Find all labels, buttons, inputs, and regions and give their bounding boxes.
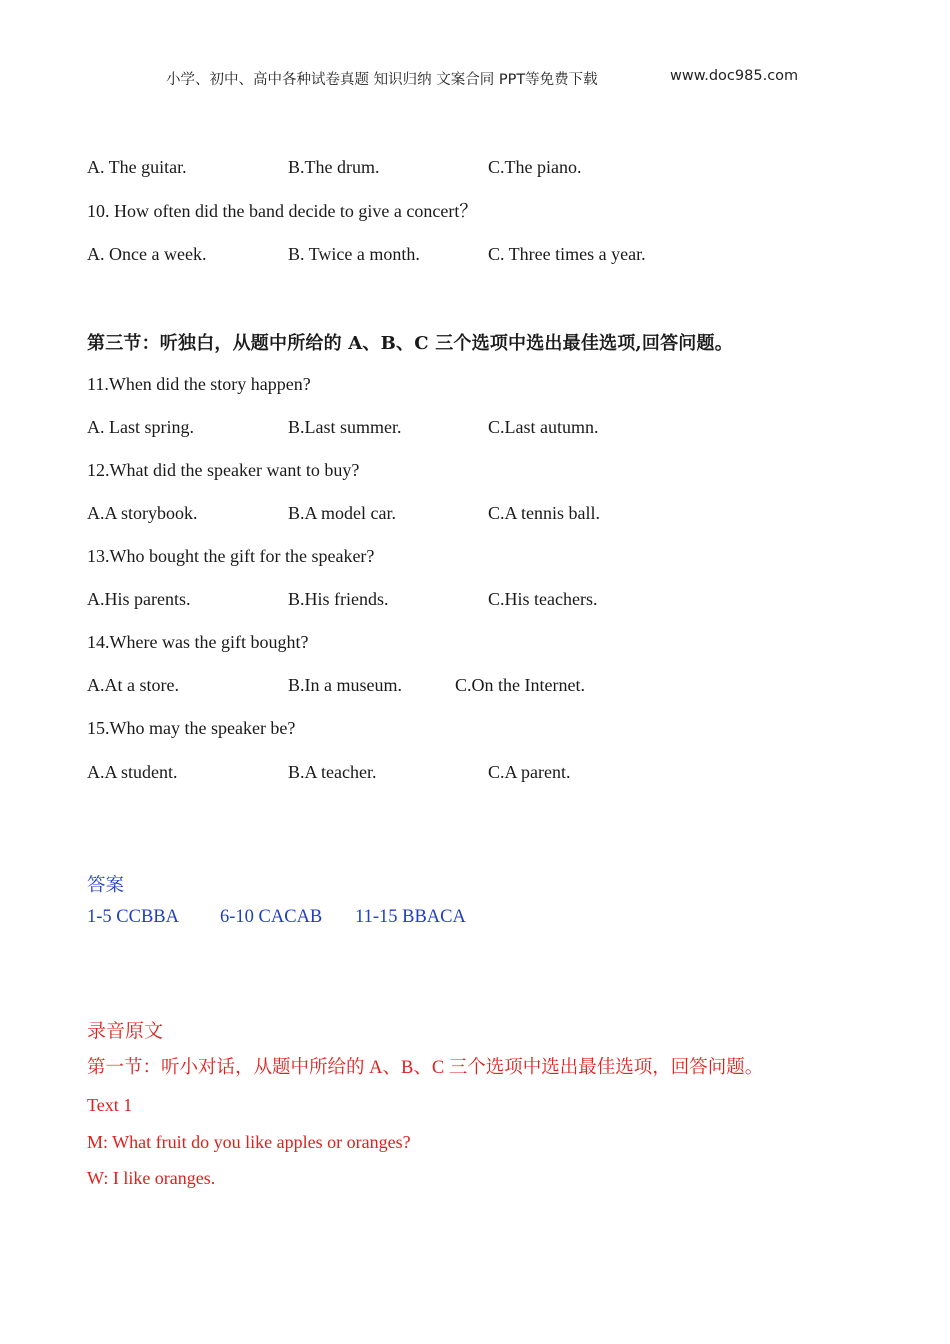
q13-question: 13.Who bought the gift for the speaker?	[87, 546, 375, 566]
q12-option-b: B.A model car.	[288, 503, 396, 523]
q9-option-c: C.The piano.	[488, 157, 582, 177]
q9-option-b: B.The drum.	[288, 157, 380, 177]
transcript-line-1: M: What fruit do you like apples or oranges?	[87, 1132, 411, 1152]
answers-group-2: 6-10 CACAB	[220, 907, 323, 927]
transcript-section1: 第一节：听小对话，从题中所给的 A、B、C 三个选项中选出最佳选项，回答问题。	[87, 1058, 764, 1078]
q10-option-a: A. Once a week.	[87, 244, 207, 264]
q15-option-c: C.A parent.	[488, 762, 571, 782]
q11-option-a: A. Last spring.	[87, 417, 194, 437]
q15-question: 15.Who may the speaker be?	[87, 718, 296, 738]
q11-option-b: B.Last summer.	[288, 417, 402, 437]
q11-option-c: C.Last autumn.	[488, 417, 599, 437]
answers-group-1: 1-5 CCBBA	[87, 907, 180, 927]
q10-option-b: B. Twice a month.	[288, 244, 420, 264]
q13-option-c: C.His teachers.	[488, 589, 598, 609]
page-header	[0, 68, 950, 92]
answers-title: 答案	[87, 876, 125, 896]
q14-question: 14.Where was the gift bought?	[87, 632, 309, 652]
transcript-text-label: Text 1	[87, 1095, 133, 1115]
section3-title: 第三节：听独白，从题中所给的 A、B、C 三个选项中选出最佳选项,回答问题。	[87, 333, 733, 354]
q15-option-b: B.A teacher.	[288, 762, 377, 782]
q10-option-c: C. Three times a year.	[488, 244, 646, 264]
q12-option-c: C.A tennis ball.	[488, 503, 600, 523]
q14-option-b: B.In a museum.	[288, 675, 402, 695]
header-url[interactable]: www.doc985.com	[670, 68, 799, 84]
q12-question: 12.What did the speaker want to buy?	[87, 460, 360, 480]
q12-option-a: A.A storybook.	[87, 503, 198, 523]
q11-question: 11.When did the story happen?	[87, 374, 311, 394]
transcript-title: 录音原文	[87, 1021, 164, 1042]
q13-option-b: B.His friends.	[288, 589, 389, 609]
header-text: 小学、初中、高中各种试卷真题 知识归纳 文案合同 PPT等免费下载	[166, 72, 598, 88]
q13-option-a: A.His parents.	[87, 589, 191, 609]
q14-option-c: C.On the Internet.	[455, 675, 585, 695]
q10-question: 10. How often did the band decide to give a concert？	[87, 201, 478, 221]
transcript-line-2: W: I like oranges.	[87, 1168, 216, 1188]
q15-option-a: A.A student.	[87, 762, 178, 782]
answers-group-3: 11-15 BBACA	[355, 907, 466, 927]
q14-option-a: A.At a store.	[87, 675, 179, 695]
q9-option-a: A. The guitar.	[87, 157, 187, 177]
